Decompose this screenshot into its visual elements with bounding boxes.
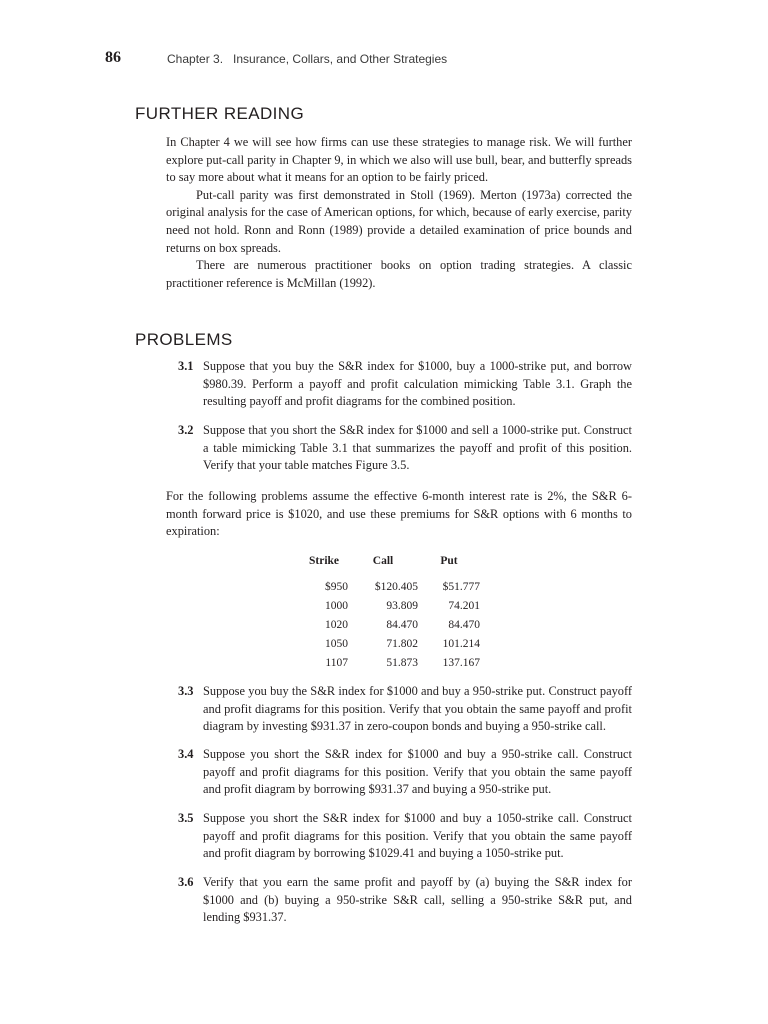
column-header-put: Put — [440, 555, 458, 567]
further-reading-paragraph: Put-call parity was first demonstrated in Stoll (1969). Merton (1973a) corrected the original analysis for the case of American options, for which, because of early exercise, parity need not hold. Ronn and Ronn (1989) provide a detailed examination of price bounds and returns on box spreads. — [166, 187, 632, 255]
put-cell: 84.470 — [448, 618, 480, 631]
call-cell: 84.470 — [386, 618, 418, 631]
strike-cell: 1020 — [325, 618, 348, 631]
problem-number: 3.6 — [178, 875, 194, 889]
option-premium-table — [300, 555, 480, 673]
column-header-strike: Strike — [308, 555, 340, 567]
call-cell: 71.802 — [386, 638, 418, 651]
further-reading-paragraph: In Chapter 4 we will see how firms can use these strategies to manage risk. We will further explore put-call parity in Chapter 9, in which we also will use bull, bear, and butterfly spreads to say more about what it means for an option to be fairly priced. — [166, 135, 632, 185]
problem-text: Suppose you buy the S&R index for $1000 and buy a 950-strike put. Construct payoff and profit diagrams for this position. Verify that you obtain the same payoff and profit diagram by investing $931.37 in zero-coupon bonds and buying a 950-strike call. — [203, 684, 632, 734]
table-row — [300, 615, 480, 634]
page-number: 86 — [105, 49, 121, 66]
problem-number: 3.5 — [178, 811, 194, 825]
strike-cell: 1000 — [325, 599, 348, 612]
call-cell: 51.873 — [386, 657, 418, 670]
problem-3-1 — [166, 358, 632, 411]
problem-number: 3.4 — [178, 747, 194, 761]
strike-cell: 1050 — [325, 638, 348, 651]
further-reading-body — [166, 134, 632, 292]
table-header-row — [300, 555, 480, 577]
problem-3-6 — [166, 874, 632, 927]
problem-number: 3.2 — [178, 423, 194, 437]
put-cell: 101.214 — [442, 638, 480, 651]
problem-number: 3.1 — [178, 359, 194, 373]
running-head — [105, 49, 665, 69]
problems-heading: PROBLEMS — [135, 330, 233, 349]
put-cell: $51.777 — [442, 580, 480, 593]
problem-text: Suppose you short the S&R index for $1000 and buy a 950-strike call. Construct payoff and profit diagrams for this position. Verify that you obtain the same payoff and profit diagram by borrowing $931.37 and buying a 950-strike put. — [203, 747, 632, 797]
further-reading-paragraph: There are numerous practitioner books on option trading strategies. A classic practitioner reference is McMillan (1992). — [166, 258, 632, 290]
problem-text: Suppose that you short the S&R index for $1000 and sell a 1000-strike put. Construct a table mimicking Table 3.1 that summarizes the payoff and profit of this position. Verify that your table matches Figure 3.5. — [203, 423, 632, 473]
table-row — [300, 635, 480, 654]
call-cell: $120.405 — [374, 580, 418, 593]
problem-3-4 — [166, 746, 632, 799]
put-cell: 137.167 — [442, 657, 480, 670]
problem-text: Suppose you short the S&R index for $1000 and buy a 1050-strike call. Construct payoff and profit diagrams for this position. Verify that you obtain the same payoff and profit diagram by borrowing $1029.41 and buying a 1050-strike put. — [203, 811, 632, 861]
problem-3-3 — [166, 683, 632, 736]
problems-intro-text: For the following problems assume the effective 6-month interest rate is 2%, the S&R 6-month forward price is $1020, and use these premiums for S&R options with 6 months to expiration: — [166, 489, 632, 539]
table-row — [300, 577, 480, 596]
problem-number: 3.3 — [178, 684, 194, 698]
table-row — [300, 596, 480, 615]
table-row — [300, 654, 480, 673]
problem-3-5 — [166, 810, 632, 863]
column-header-call: Call — [372, 555, 394, 567]
problem-text: Verify that you earn the same profit and payoff by (a) buying the S&R index for $1000 and (b) buying a 950-strike S&R call, selling a 950-strike S&R put, and lending $931.37. — [203, 875, 632, 925]
put-cell: 74.201 — [448, 599, 480, 612]
problem-text: Suppose that you buy the S&R index for $1000, buy a 1000-strike put, and borrow $980.39. Perform a payoff and profit calculation mimicking Table 3.1. Graph the resulting payoff and profit diagrams for the combined position. — [203, 359, 632, 409]
call-cell: 93.809 — [386, 599, 418, 612]
chapter-title: Chapter 3. Insurance, Collars, and Other Strategies — [167, 52, 448, 66]
problems-intro-paragraph — [166, 488, 632, 541]
problem-3-2 — [166, 422, 632, 475]
strike-cell: 1107 — [325, 657, 348, 670]
further-reading-heading: FURTHER READING — [135, 104, 305, 123]
strike-cell: $950 — [325, 580, 348, 593]
